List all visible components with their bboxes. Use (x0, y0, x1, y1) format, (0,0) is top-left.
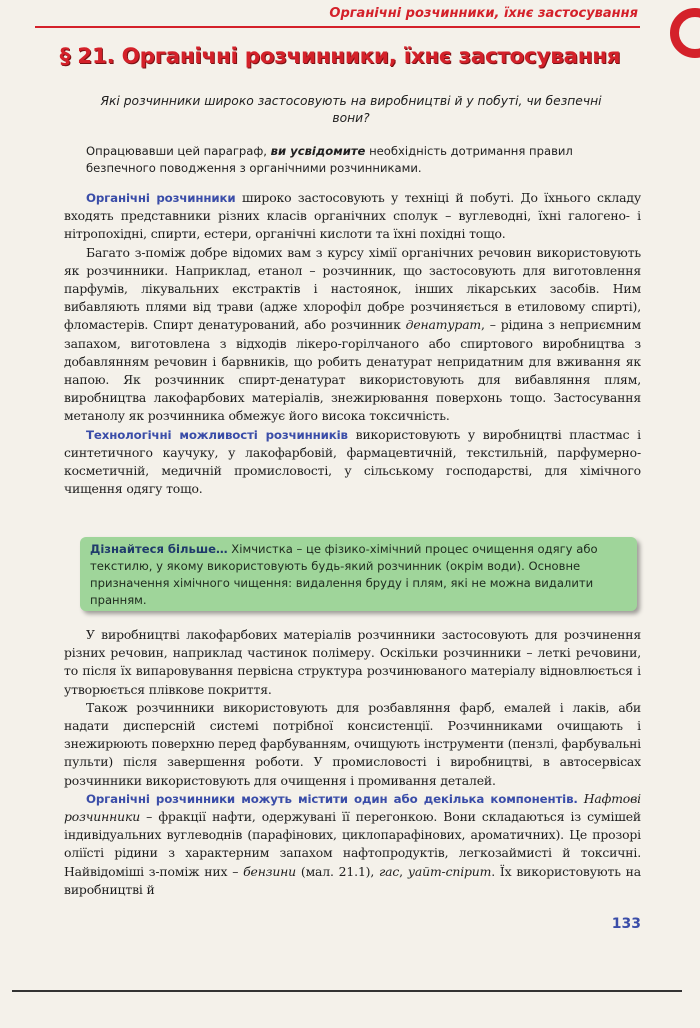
header-rule (35, 26, 640, 28)
paragraph-ethanol (64, 244, 641, 426)
learning-goal (86, 143, 641, 177)
paragraph-dilution: Також розчинники використовують для розбавляння фарб, емалей і лаків, аби надати дисперсній системі потрібної консистенції. Розчинниками очищають і знежирюють поверхню перед фарбуванням, очищують інструменти (пензлі, фарбувальні пульти) після завершення роботи. У промисловості і виробництві, в автосервісах розчинники використовують для очищення і промивання деталей. (64, 699, 641, 788)
paragraph-text: , (399, 863, 408, 879)
keyword-organic-solvents: Органічні розчинники (86, 191, 236, 205)
goal-rest: необхідність дотримання правил безпечного поводження з органічними розчинниками. (86, 144, 573, 175)
paragraph-text: – фракції нафти, одержувані її перегонкою. Вони складаються із сумішей індивідуальних вуглеводнів (парафінових, циклопарафінових, ароматичних). Це прозорі оліїсті рідини з характерним запахом нафтопродуктів, легкозаймисті й токсичні. Найвідоміші з-поміж них – (64, 809, 641, 879)
lead-question: Які розчинники широко застосовують на виробництві й у побуті, чи безпечні вони? (100, 94, 602, 125)
chapter-tab-marker (670, 8, 700, 58)
body-block-bottom (64, 626, 641, 899)
term-denaturat: денатурат (405, 317, 482, 333)
paragraph-technological (64, 426, 641, 499)
paragraph-paints: У виробництві лакофарбових матеріалів розчинники застосовують для розчинення різних речовин, наприклад частинок полімеру. Оскільки розчинники – леткі речовини, то після їх випаровування первісна структура розчинюваного матеріалу відновлюється і утворюється плівкове покриття. (64, 627, 641, 697)
goal-intro: Опрацювавши цей параграф, (86, 144, 271, 158)
callout-heading: Дізнайтеся більше… (90, 542, 228, 556)
keyword-technological: Технологічні можливості розчинників (86, 427, 348, 442)
paragraph-text: використовують у виробництві пластмас і синтетичного каучуку, у лакофарбовій, фармацевтичній, текстильній, парфумерно-косметичній, медичній промисловості, у сільському господарстві, для хімічного чищення одягу тощо. (64, 426, 641, 497)
running-head: Органічні розчинники, їхнє застосування (329, 6, 638, 21)
paragraph-text: (мал. 21.1), (296, 863, 380, 879)
page-number: 133 (611, 916, 641, 932)
paragraph-text: , – рідина з неприємним запахом, виготовлена з відходів лікеро-горілчаного або спиртового виробництва з добавлянням речовин і барвників, що робить денатурат непридатним для вживання як напою. Як розчинник спирт-денатурат використовують для вибавляння плям, виробництва лакофарбових матеріалів, знежирювання поверхонь тощо. Застосування метанолу як розчинника обмежує його висока токсичність. (64, 317, 641, 424)
bottom-rule (12, 990, 682, 992)
paragraph-text: широко застосовують у техніці й побуті. До їхнього складу входять представники різних класів органічних сполук – вуглеводні, їхні галогено- і нітропохідні, спирти, естери, органічні кислоти та їхні похідні тощо. (64, 190, 641, 242)
term-gasoline: бензини (243, 863, 297, 879)
term-petroleum-solvents: Нафтові розчинники (64, 790, 641, 825)
paragraph-components (64, 790, 641, 899)
body-block-top (64, 189, 641, 498)
term-white-spirit: уайт-спірит (407, 863, 492, 879)
term-kerosene: гас (379, 863, 400, 879)
goal-emphasis: ви усвідомите (270, 144, 366, 158)
section-title: § 21. Органічні розчинники, їхнє застосування (59, 44, 621, 69)
paragraph-text: . Їх використовують на виробництві й (64, 863, 642, 897)
paragraph-text: Багато з-поміж добре відомих вам з курсу хімії органічних речовин використовують як розчинники. Наприклад, етанол – розчинник, що застосовують для виготовлення парфумів, лікувальних екстрактів і настоянок, інших лікарських засобів. Ним вибавляють плями від трави (адже хлорофіл добре розчиняється в етиловому спирті), фломастерів. Спирт денатурований, або розчинник (64, 244, 641, 333)
callout-text: Хімчистка – це фізико-хімічний процес очищення одягу або текстилю, у якому використовують будь-який розчинник (окрім води). Основне призначення хімічного чищення: видалення бруду і плям, які не можна видалити пранням. (90, 542, 598, 607)
keyword-components: Органічні розчинники можуть містити один або декілька компонентів. (86, 791, 578, 806)
paragraph-organic-solvents (64, 189, 641, 244)
learn-more-callout (80, 537, 637, 611)
